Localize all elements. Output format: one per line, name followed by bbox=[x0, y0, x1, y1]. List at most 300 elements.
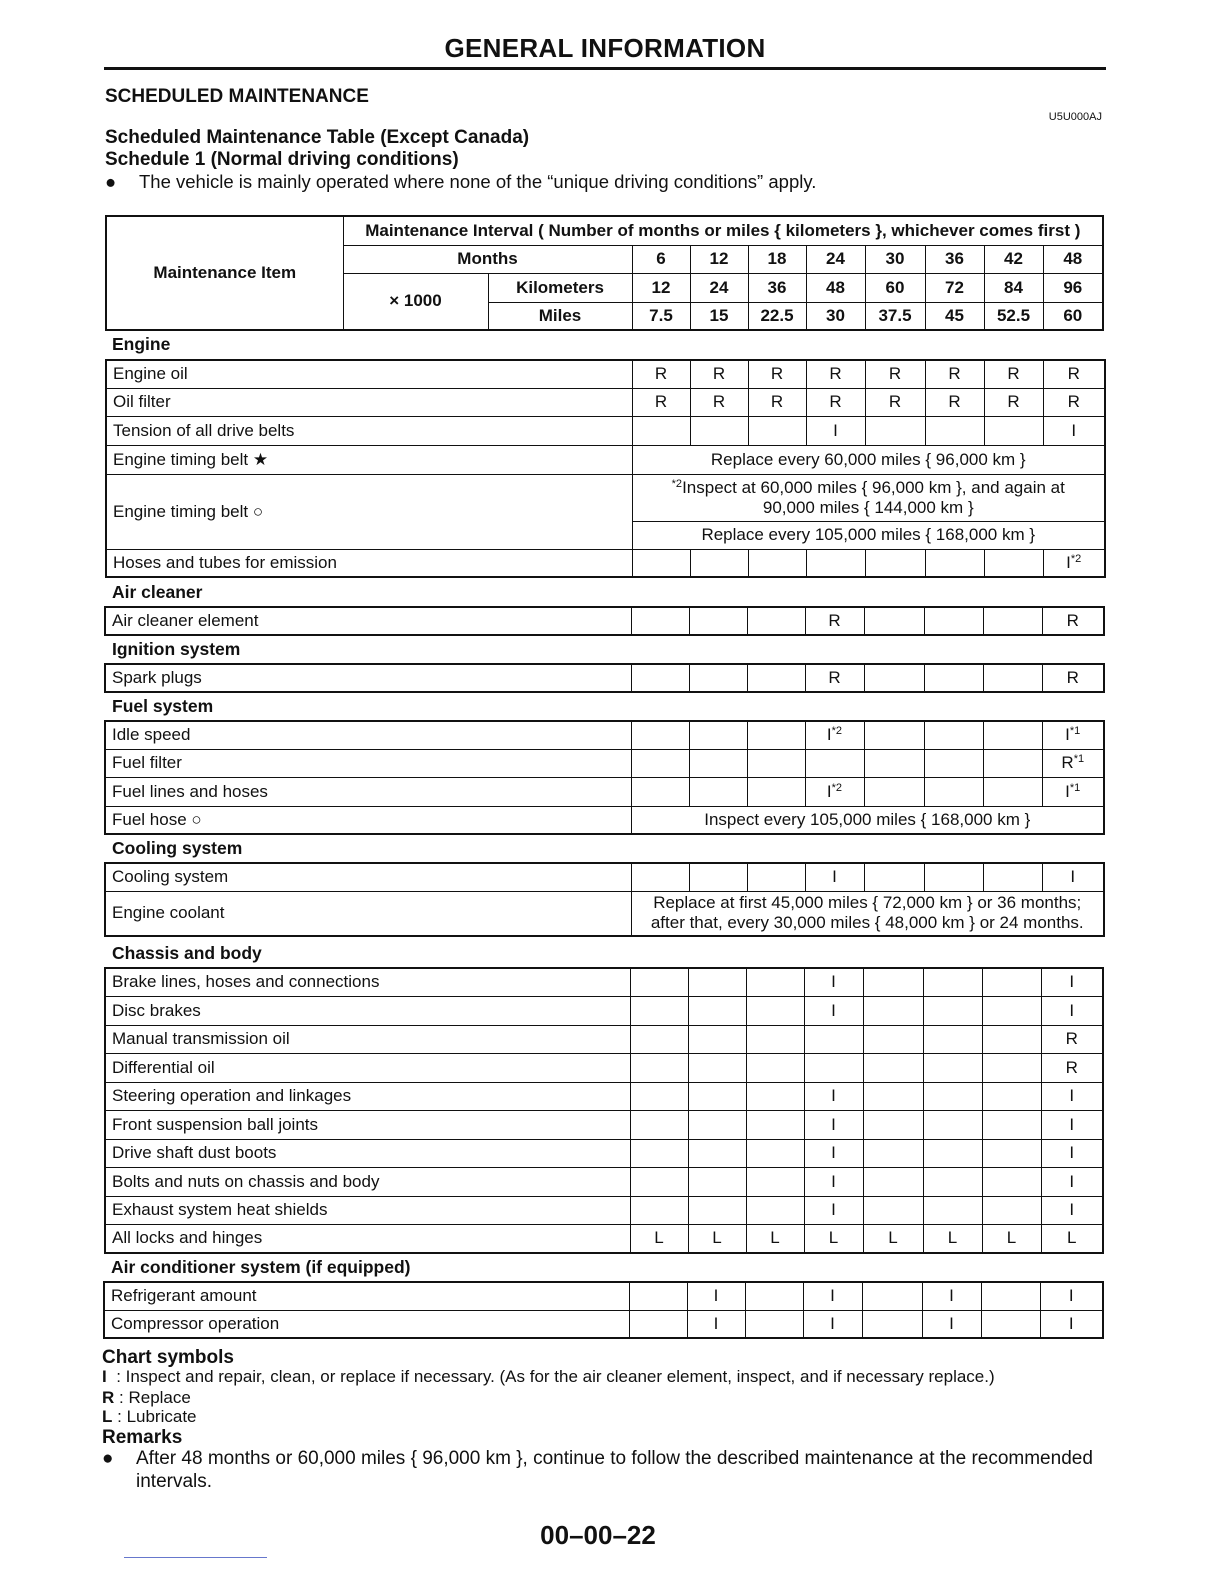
cell bbox=[983, 777, 1042, 806]
cell: I bbox=[804, 968, 863, 996]
cell bbox=[746, 1110, 804, 1139]
span-text: Inspect at 60,000 miles { 96,000 km }, and again at 90,000 miles { 144,000 km } bbox=[682, 477, 1065, 517]
bullet-icon: ● bbox=[105, 171, 117, 192]
cell bbox=[804, 1053, 863, 1082]
table-row bbox=[105, 1224, 1103, 1253]
row-label: Fuel filter bbox=[105, 749, 631, 777]
cell bbox=[982, 968, 1041, 996]
cell bbox=[983, 863, 1042, 891]
table-row bbox=[105, 1025, 1103, 1053]
cell bbox=[925, 416, 984, 445]
row-label: Fuel lines and hoses bbox=[105, 777, 631, 806]
km-cell: 96 bbox=[1043, 273, 1103, 302]
cell bbox=[632, 549, 690, 577]
row-label: Refrigerant amount bbox=[104, 1282, 629, 1310]
km-cell: 72 bbox=[925, 273, 984, 302]
cell bbox=[747, 749, 805, 777]
group-label-cooling: Cooling system bbox=[112, 838, 243, 858]
cell bbox=[630, 968, 688, 996]
cell: I bbox=[1041, 1082, 1103, 1110]
table-row bbox=[104, 1282, 1103, 1310]
cell: L bbox=[804, 1224, 863, 1253]
cell: L bbox=[1041, 1224, 1103, 1253]
month-cell: 18 bbox=[748, 245, 806, 273]
cell: I bbox=[1041, 1196, 1103, 1224]
cell: I bbox=[806, 416, 865, 445]
span-text: Replace at first 45,000 miles { 72,000 km } or 36 months; bbox=[653, 893, 1082, 913]
miles-cell: 22.5 bbox=[748, 302, 806, 330]
cell bbox=[745, 1310, 803, 1338]
cell: R bbox=[805, 664, 864, 692]
cell bbox=[747, 664, 805, 692]
footer-line bbox=[124, 1557, 267, 1558]
cell: R bbox=[925, 388, 984, 416]
span-cell bbox=[631, 891, 1104, 936]
cell: R bbox=[984, 388, 1043, 416]
miles-cell: 37.5 bbox=[865, 302, 925, 330]
cell: I bbox=[1042, 863, 1104, 891]
cell bbox=[924, 664, 983, 692]
cell bbox=[689, 863, 747, 891]
row-label: Brake lines, hoses and connections bbox=[105, 968, 630, 996]
cell: I bbox=[803, 1282, 862, 1310]
month-cell: 30 bbox=[865, 245, 925, 273]
cell: R bbox=[1041, 1053, 1103, 1082]
legend-item-lubricate bbox=[102, 1407, 197, 1427]
cell bbox=[982, 996, 1041, 1025]
cell bbox=[688, 968, 746, 996]
miles-cell: 52.5 bbox=[984, 302, 1043, 330]
cell bbox=[746, 1196, 804, 1224]
cell bbox=[982, 1196, 1041, 1224]
table-row bbox=[105, 968, 1103, 996]
cell: I bbox=[804, 996, 863, 1025]
table-row bbox=[105, 996, 1103, 1025]
row-label: Fuel hose ○ bbox=[105, 806, 631, 834]
cell bbox=[982, 1082, 1041, 1110]
row-label: Front suspension ball joints bbox=[105, 1110, 630, 1139]
interval-header-table bbox=[105, 215, 1104, 331]
cell bbox=[923, 996, 982, 1025]
cell: L bbox=[863, 1224, 923, 1253]
cell bbox=[690, 416, 748, 445]
cell: L bbox=[630, 1224, 688, 1253]
cell: I bbox=[804, 1167, 863, 1196]
cell-symbol: I bbox=[1065, 725, 1070, 745]
cell bbox=[923, 1082, 982, 1110]
cell bbox=[863, 1167, 923, 1196]
cell bbox=[805, 777, 864, 806]
row-label: Disc brakes bbox=[105, 996, 630, 1025]
cell bbox=[746, 996, 804, 1025]
cell: R bbox=[632, 388, 690, 416]
cell bbox=[746, 1139, 804, 1167]
cell bbox=[688, 1110, 746, 1139]
table-row bbox=[105, 1082, 1103, 1110]
cell bbox=[923, 1025, 982, 1053]
cell bbox=[924, 607, 983, 635]
cell: I bbox=[1043, 416, 1105, 445]
cell bbox=[631, 749, 689, 777]
group-label-air-cleaner: Air cleaner bbox=[112, 582, 203, 602]
cell bbox=[746, 968, 804, 996]
cell: I bbox=[922, 1310, 981, 1338]
cell bbox=[982, 1167, 1041, 1196]
maintenance-item-header: Maintenance Item bbox=[106, 216, 343, 330]
cell bbox=[924, 863, 983, 891]
page-title: GENERAL INFORMATION bbox=[444, 33, 766, 63]
legend-symbol: L bbox=[102, 1407, 113, 1426]
cell bbox=[924, 777, 983, 806]
cell bbox=[630, 996, 688, 1025]
cell bbox=[863, 1196, 923, 1224]
cell bbox=[1042, 777, 1104, 806]
cell bbox=[983, 721, 1042, 749]
cell: L bbox=[923, 1224, 982, 1253]
cell-symbol: R bbox=[1061, 753, 1074, 772]
cell bbox=[981, 1282, 1040, 1310]
cell: I bbox=[1041, 1167, 1103, 1196]
section-heading: SCHEDULED MAINTENANCE bbox=[105, 86, 369, 107]
cell: R bbox=[1042, 664, 1104, 692]
row-label: Bolts and nuts on chassis and body bbox=[105, 1167, 630, 1196]
cell: I bbox=[1041, 968, 1103, 996]
row-label: Engine timing belt ★ bbox=[106, 445, 632, 474]
note-mark: *1 bbox=[1073, 753, 1085, 765]
cell: R bbox=[690, 360, 748, 388]
group-label-chassis: Chassis and body bbox=[112, 943, 262, 963]
intro-bullet bbox=[105, 171, 816, 193]
cell bbox=[805, 749, 864, 777]
cell bbox=[746, 1167, 804, 1196]
cell bbox=[982, 1053, 1041, 1082]
row-label: Engine timing belt ○ bbox=[106, 474, 632, 549]
cell bbox=[982, 1139, 1041, 1167]
span-cell: Replace every 60,000 miles { 96,000 km } bbox=[632, 445, 1105, 474]
cell: R bbox=[805, 607, 864, 635]
page-number: 00–00–22 bbox=[540, 1520, 656, 1550]
row-label: Oil filter bbox=[106, 388, 632, 416]
months-label: Months bbox=[343, 245, 632, 273]
cell bbox=[631, 721, 689, 749]
miles-cell: 30 bbox=[806, 302, 865, 330]
remarks-title: Remarks bbox=[102, 1427, 183, 1448]
cell: R bbox=[748, 360, 806, 388]
cell: I bbox=[803, 1310, 862, 1338]
cell bbox=[689, 749, 747, 777]
cell bbox=[629, 1310, 687, 1338]
cell: I bbox=[804, 1110, 863, 1139]
cell: I bbox=[687, 1282, 745, 1310]
cell bbox=[984, 549, 1043, 577]
cell: I bbox=[922, 1282, 981, 1310]
table-row bbox=[105, 1110, 1103, 1139]
cell bbox=[924, 749, 983, 777]
legend-text: : Replace bbox=[119, 1388, 191, 1407]
note-mark: *2 bbox=[831, 725, 843, 738]
intro-bullet-text: The vehicle is mainly operated where none of the “unique driving conditions” apply. bbox=[139, 171, 817, 192]
ac-table bbox=[103, 1281, 1104, 1339]
cell bbox=[865, 549, 925, 577]
cell bbox=[982, 1110, 1041, 1139]
chassis-table bbox=[104, 967, 1104, 1254]
group-label-ac: Air conditioner system (if equipped) bbox=[111, 1257, 411, 1277]
row-label: Engine oil bbox=[106, 360, 632, 388]
row-label: Compressor operation bbox=[104, 1310, 629, 1338]
cell bbox=[864, 664, 924, 692]
cell bbox=[688, 1139, 746, 1167]
note-mark: *2 bbox=[831, 781, 843, 794]
cell bbox=[862, 1310, 922, 1338]
cell bbox=[689, 777, 747, 806]
cell: R bbox=[632, 360, 690, 388]
cell bbox=[923, 1167, 982, 1196]
cell bbox=[863, 968, 923, 996]
span-text: after that, every 30,000 miles { 48,000 km } or 24 months. bbox=[650, 913, 1084, 933]
cell bbox=[863, 996, 923, 1025]
cell bbox=[982, 1025, 1041, 1053]
table-row bbox=[105, 1196, 1103, 1224]
group-label-fuel: Fuel system bbox=[112, 696, 214, 716]
row-label: Cooling system bbox=[105, 863, 631, 891]
cell bbox=[631, 664, 689, 692]
cell bbox=[1042, 749, 1104, 777]
cell: L bbox=[746, 1224, 804, 1253]
cell: I bbox=[804, 1139, 863, 1167]
cell bbox=[747, 863, 805, 891]
month-cell: 6 bbox=[632, 245, 690, 273]
cell bbox=[863, 1053, 923, 1082]
km-cell: 48 bbox=[806, 273, 865, 302]
ignition-table bbox=[104, 663, 1105, 693]
cell bbox=[688, 1196, 746, 1224]
miles-cell: 7.5 bbox=[632, 302, 690, 330]
miles-label: Miles bbox=[488, 302, 632, 330]
note-mark: *1 bbox=[1069, 725, 1081, 738]
cell: L bbox=[688, 1224, 746, 1253]
cell bbox=[630, 1082, 688, 1110]
km-cell: 12 bbox=[632, 273, 690, 302]
row-label: Differential oil bbox=[105, 1053, 630, 1082]
cell bbox=[630, 1167, 688, 1196]
cell bbox=[746, 1025, 804, 1053]
row-label: Tension of all drive belts bbox=[106, 416, 632, 445]
cell bbox=[631, 863, 689, 891]
cell bbox=[688, 1025, 746, 1053]
cell bbox=[632, 416, 690, 445]
cell bbox=[748, 416, 806, 445]
span-cell: Inspect every 105,000 miles { 168,000 km } bbox=[631, 806, 1104, 834]
cell bbox=[688, 1053, 746, 1082]
subtitle-schedule: Schedule 1 (Normal driving conditions) bbox=[105, 149, 459, 170]
cell bbox=[865, 416, 925, 445]
cell bbox=[747, 777, 805, 806]
cell bbox=[863, 1139, 923, 1167]
cell bbox=[925, 549, 984, 577]
cell: R bbox=[925, 360, 984, 388]
cell: R bbox=[690, 388, 748, 416]
cell bbox=[690, 549, 748, 577]
cell bbox=[864, 721, 924, 749]
cell-symbol: I bbox=[826, 781, 832, 801]
month-cell: 12 bbox=[690, 245, 748, 273]
cell bbox=[1042, 721, 1104, 749]
row-label: Spark plugs bbox=[105, 664, 631, 692]
cell bbox=[688, 996, 746, 1025]
cell: R bbox=[984, 360, 1043, 388]
cell bbox=[924, 721, 983, 749]
chart-symbols-title: Chart symbols bbox=[102, 1347, 234, 1368]
cell bbox=[862, 1282, 922, 1310]
table-row bbox=[105, 1139, 1103, 1167]
row-label: Manual transmission oil bbox=[105, 1025, 630, 1053]
cell: R bbox=[748, 388, 806, 416]
cell bbox=[630, 1110, 688, 1139]
cell: R bbox=[1042, 607, 1104, 635]
note-mark: *1 bbox=[1069, 781, 1081, 794]
cell: R bbox=[865, 388, 925, 416]
cell bbox=[747, 607, 805, 635]
row-label: Steering operation and linkages bbox=[105, 1082, 630, 1110]
table-row bbox=[105, 1167, 1103, 1196]
cell bbox=[805, 721, 864, 749]
month-cell: 42 bbox=[984, 245, 1043, 273]
legend-text: : Lubricate bbox=[117, 1407, 197, 1426]
cell-symbol: I bbox=[826, 725, 832, 745]
cell bbox=[864, 777, 924, 806]
cell bbox=[923, 1110, 982, 1139]
cell-symbol: I bbox=[1065, 781, 1070, 801]
cell bbox=[864, 863, 924, 891]
document-code: U5U000AJ bbox=[1048, 111, 1102, 123]
month-cell: 24 bbox=[806, 245, 865, 273]
x1000-label: × 1000 bbox=[343, 273, 488, 330]
cell: R bbox=[1043, 388, 1105, 416]
remark-bullet bbox=[102, 1447, 1112, 1493]
cell: I bbox=[804, 1196, 863, 1224]
cell: I bbox=[1040, 1282, 1103, 1310]
note-mark: *2 bbox=[1070, 552, 1082, 565]
legend-symbol: I bbox=[102, 1367, 107, 1386]
engine-table bbox=[105, 359, 1106, 578]
cell bbox=[984, 416, 1043, 445]
cell: I bbox=[1041, 1139, 1103, 1167]
cell: R bbox=[806, 360, 865, 388]
cell: I bbox=[805, 863, 864, 891]
cell bbox=[983, 749, 1042, 777]
cell bbox=[864, 607, 924, 635]
km-cell: 60 bbox=[865, 273, 925, 302]
miles-cell: 45 bbox=[925, 302, 984, 330]
remark-text: After 48 months or 60,000 miles { 96,000 km }, continue to follow the described maintenance at the recommended intervals. bbox=[136, 1448, 1093, 1492]
miles-cell: 15 bbox=[690, 302, 748, 330]
row-label: Air cleaner element bbox=[105, 607, 631, 635]
cell bbox=[981, 1310, 1040, 1338]
subtitle-table: Scheduled Maintenance Table (Except Canada) bbox=[105, 127, 530, 148]
group-label-ignition: Ignition system bbox=[112, 639, 241, 659]
cell bbox=[864, 749, 924, 777]
cell bbox=[748, 549, 806, 577]
cell bbox=[863, 1110, 923, 1139]
table-row bbox=[105, 1053, 1103, 1082]
cell-symbol: I bbox=[1066, 552, 1071, 572]
row-label: Drive shaft dust boots bbox=[105, 1139, 630, 1167]
cell bbox=[689, 607, 747, 635]
cell: R bbox=[865, 360, 925, 388]
cell bbox=[923, 1196, 982, 1224]
cell bbox=[629, 1282, 687, 1310]
span-cell bbox=[632, 474, 1105, 521]
legend-item-replace bbox=[102, 1388, 191, 1408]
cell: R bbox=[1043, 360, 1105, 388]
cell bbox=[689, 721, 747, 749]
cell bbox=[688, 1167, 746, 1196]
cell bbox=[689, 664, 747, 692]
km-cell: 84 bbox=[984, 273, 1043, 302]
legend-symbol: R bbox=[102, 1388, 115, 1407]
cell bbox=[630, 1196, 688, 1224]
air-cleaner-table bbox=[104, 606, 1105, 636]
cell bbox=[923, 1139, 982, 1167]
km-label: Kilometers bbox=[488, 273, 632, 302]
cell bbox=[631, 607, 689, 635]
cell: R bbox=[806, 388, 865, 416]
row-label: Hoses and tubes for emission bbox=[106, 549, 632, 577]
interval-header: Maintenance Interval ( Number of months or miles { kilometers }, whichever comes first ) bbox=[343, 216, 1103, 245]
cell bbox=[983, 607, 1042, 635]
cell bbox=[630, 1053, 688, 1082]
cell bbox=[923, 968, 982, 996]
legend-item-inspect bbox=[102, 1367, 995, 1387]
cell bbox=[630, 1025, 688, 1053]
month-cell: 36 bbox=[925, 245, 984, 273]
note-mark: *2 bbox=[671, 477, 683, 490]
cell bbox=[745, 1282, 803, 1310]
cell bbox=[746, 1082, 804, 1110]
cell: R bbox=[1041, 1025, 1103, 1053]
group-label-engine: Engine bbox=[112, 334, 171, 354]
title-rule bbox=[104, 67, 1106, 70]
cell bbox=[630, 1139, 688, 1167]
bullet-icon: ● bbox=[102, 1448, 114, 1469]
cell bbox=[863, 1025, 923, 1053]
cooling-table bbox=[104, 862, 1105, 937]
cell bbox=[1043, 549, 1105, 577]
cell bbox=[746, 1053, 804, 1082]
row-label: Exhaust system heat shields bbox=[105, 1196, 630, 1224]
month-cell: 48 bbox=[1043, 245, 1103, 273]
cell: I bbox=[687, 1310, 745, 1338]
cell: L bbox=[982, 1224, 1041, 1253]
cell: I bbox=[1041, 1110, 1103, 1139]
cell: I bbox=[1040, 1310, 1103, 1338]
legend-text: : Inspect and repair, clean, or replace if necessary. (As for the air cleaner element, inspect, and if necessary replace.) bbox=[116, 1367, 995, 1386]
row-label: All locks and hinges bbox=[105, 1224, 630, 1253]
cell bbox=[631, 777, 689, 806]
span-cell: Replace every 105,000 miles { 168,000 km } bbox=[632, 521, 1105, 549]
km-cell: 24 bbox=[690, 273, 748, 302]
row-label: Idle speed bbox=[105, 721, 631, 749]
cell bbox=[688, 1082, 746, 1110]
cell bbox=[747, 721, 805, 749]
cell: I bbox=[804, 1082, 863, 1110]
cell bbox=[923, 1053, 982, 1082]
cell bbox=[804, 1025, 863, 1053]
fuel-table bbox=[104, 720, 1105, 835]
table-row bbox=[104, 1310, 1103, 1338]
cell bbox=[983, 664, 1042, 692]
cell bbox=[806, 549, 865, 577]
